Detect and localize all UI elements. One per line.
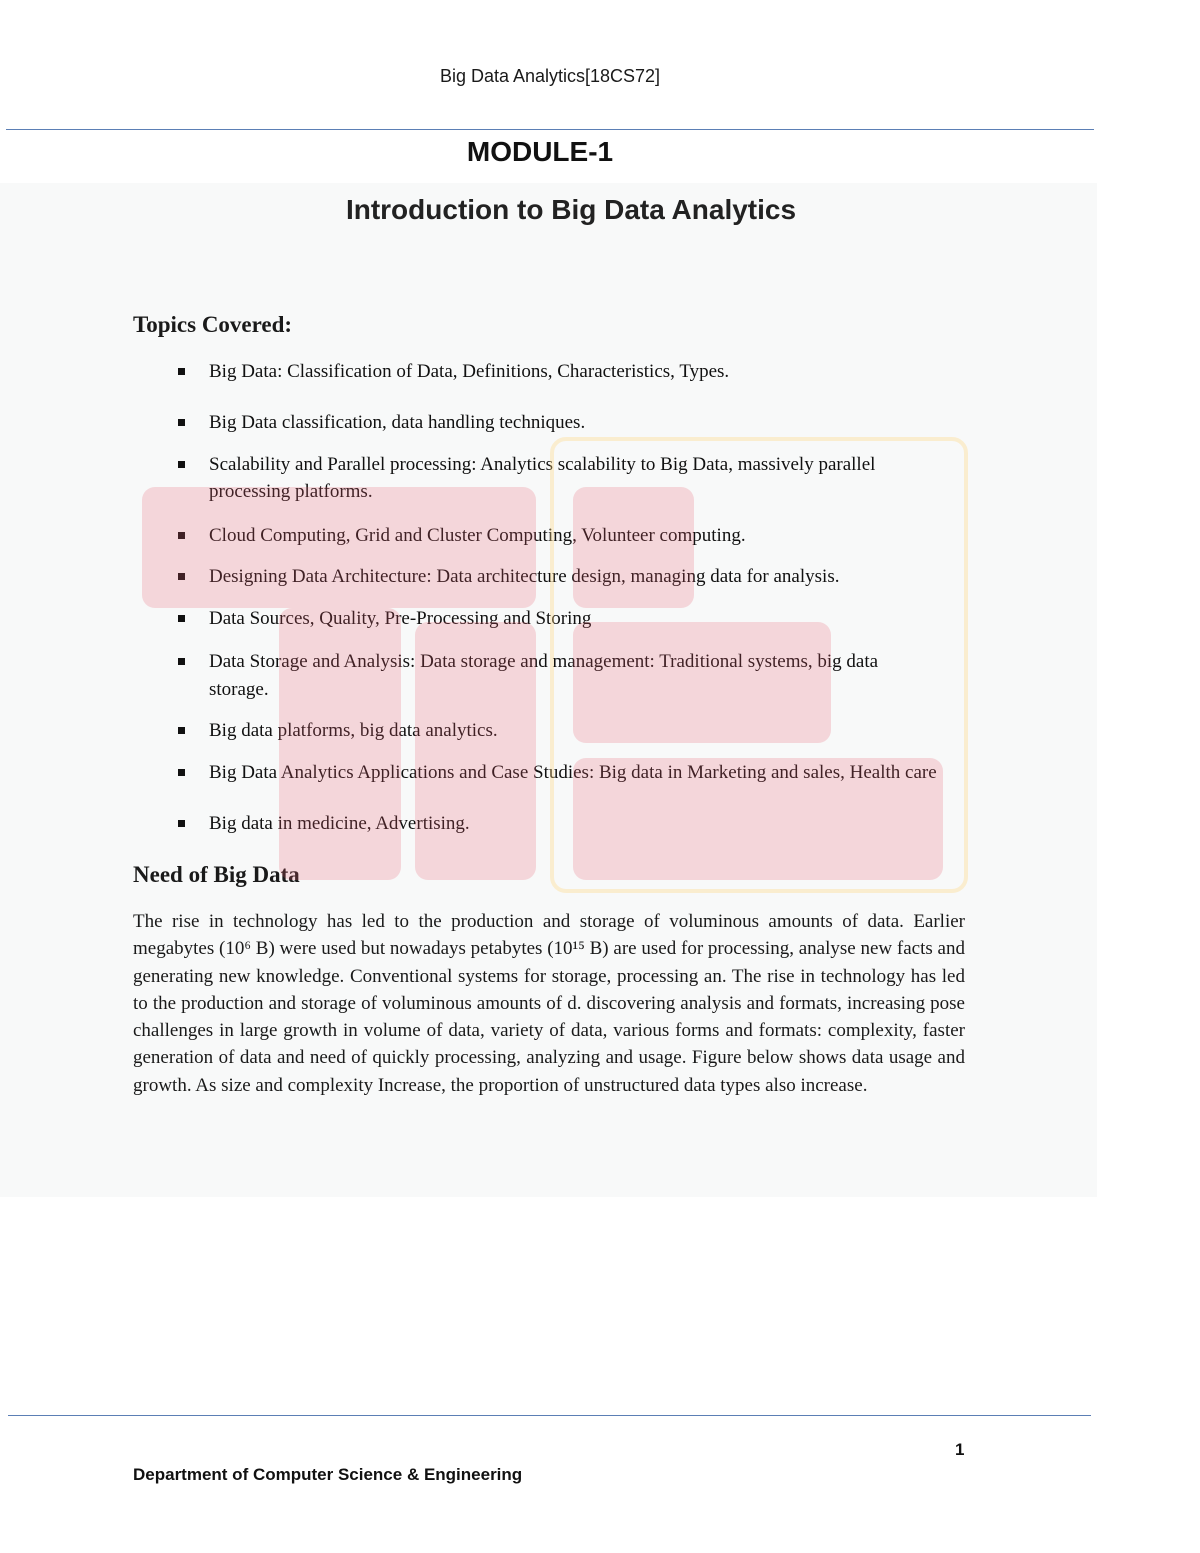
highlight-region <box>573 758 943 880</box>
topics-heading: Topics Covered: <box>133 312 293 337</box>
module-title: MODULE-1 <box>466 136 614 167</box>
topic-line: Scalability and Parallel processing: Analytics scalability to Big Data, massively parallel <box>209 454 876 475</box>
bullet-icon <box>178 769 185 776</box>
bullet-icon <box>178 658 185 665</box>
highlight-region <box>279 608 401 880</box>
bullet-icon <box>178 820 185 827</box>
topic-line: Big Data classification, data handling techniques. <box>209 412 586 433</box>
highlight-region <box>142 487 536 608</box>
topic-line: Big Data Analytics Applications and Case Studies: Big data in Marketing and sales, Health care <box>209 762 937 783</box>
footer-department: Department of Computer Science & Engineering <box>133 1465 523 1484</box>
bullet-icon <box>178 615 185 622</box>
topic-line: storage. <box>209 679 269 700</box>
topic-line: Data Storage and Analysis: Data storage and management: Traditional systems, big data <box>209 651 879 672</box>
highlight-region <box>573 622 831 743</box>
page-number: 1 <box>955 1440 965 1459</box>
need-paragraph: The rise in technology has led to the production and storage of voluminous amounts of data. Earlier megabytes (10⁶ B) were used but nowadays petabytes (10¹⁵ B) are used for processing, analyse new facts and generating new knowledge. Conventional systems for storage, processing an. The rise in technology has led to the production and storage of voluminous amounts of d. discovering analysis and formats, increasing pose challenges in large growth in volume of data, variety of data, various forms and formats: complexity, faster generation of data and need of quickly processing, analyzing and usage. Figure below shows data usage and growth. As size and complexity Increase, the proportion of unstructured data types also increase. <box>133 911 965 1096</box>
highlight-region <box>573 487 694 608</box>
need-heading: Need of Big Data <box>133 862 300 887</box>
topic-line: Data Sources, Quality, Pre-Processing and Storing <box>209 608 592 629</box>
bullet-icon <box>178 419 185 426</box>
topic-line: Cloud Computing, Grid and Cluster Computing, Volunteer computing. <box>209 525 746 546</box>
page-subtitle: Introduction to Big Data Analytics <box>345 194 797 225</box>
highlight-region <box>415 622 536 880</box>
topic-line: Big data platforms, big data analytics. <box>209 720 498 741</box>
topic-line: Big data in medicine, Advertising. <box>209 813 470 834</box>
running-header: Big Data Analytics[18CS72] <box>439 66 661 86</box>
topic-line: Big Data: Classification of Data, Definitions, Characteristics, Types. <box>209 361 730 382</box>
footer-rule <box>8 1415 1091 1416</box>
bullet-icon <box>178 368 185 375</box>
bullet-icon <box>178 461 185 468</box>
bullet-icon <box>178 727 185 734</box>
topic-line: processing platforms. <box>209 481 373 502</box>
topic-line: Designing Data Architecture: Data architecture design, managing data for analysis. <box>209 566 840 587</box>
